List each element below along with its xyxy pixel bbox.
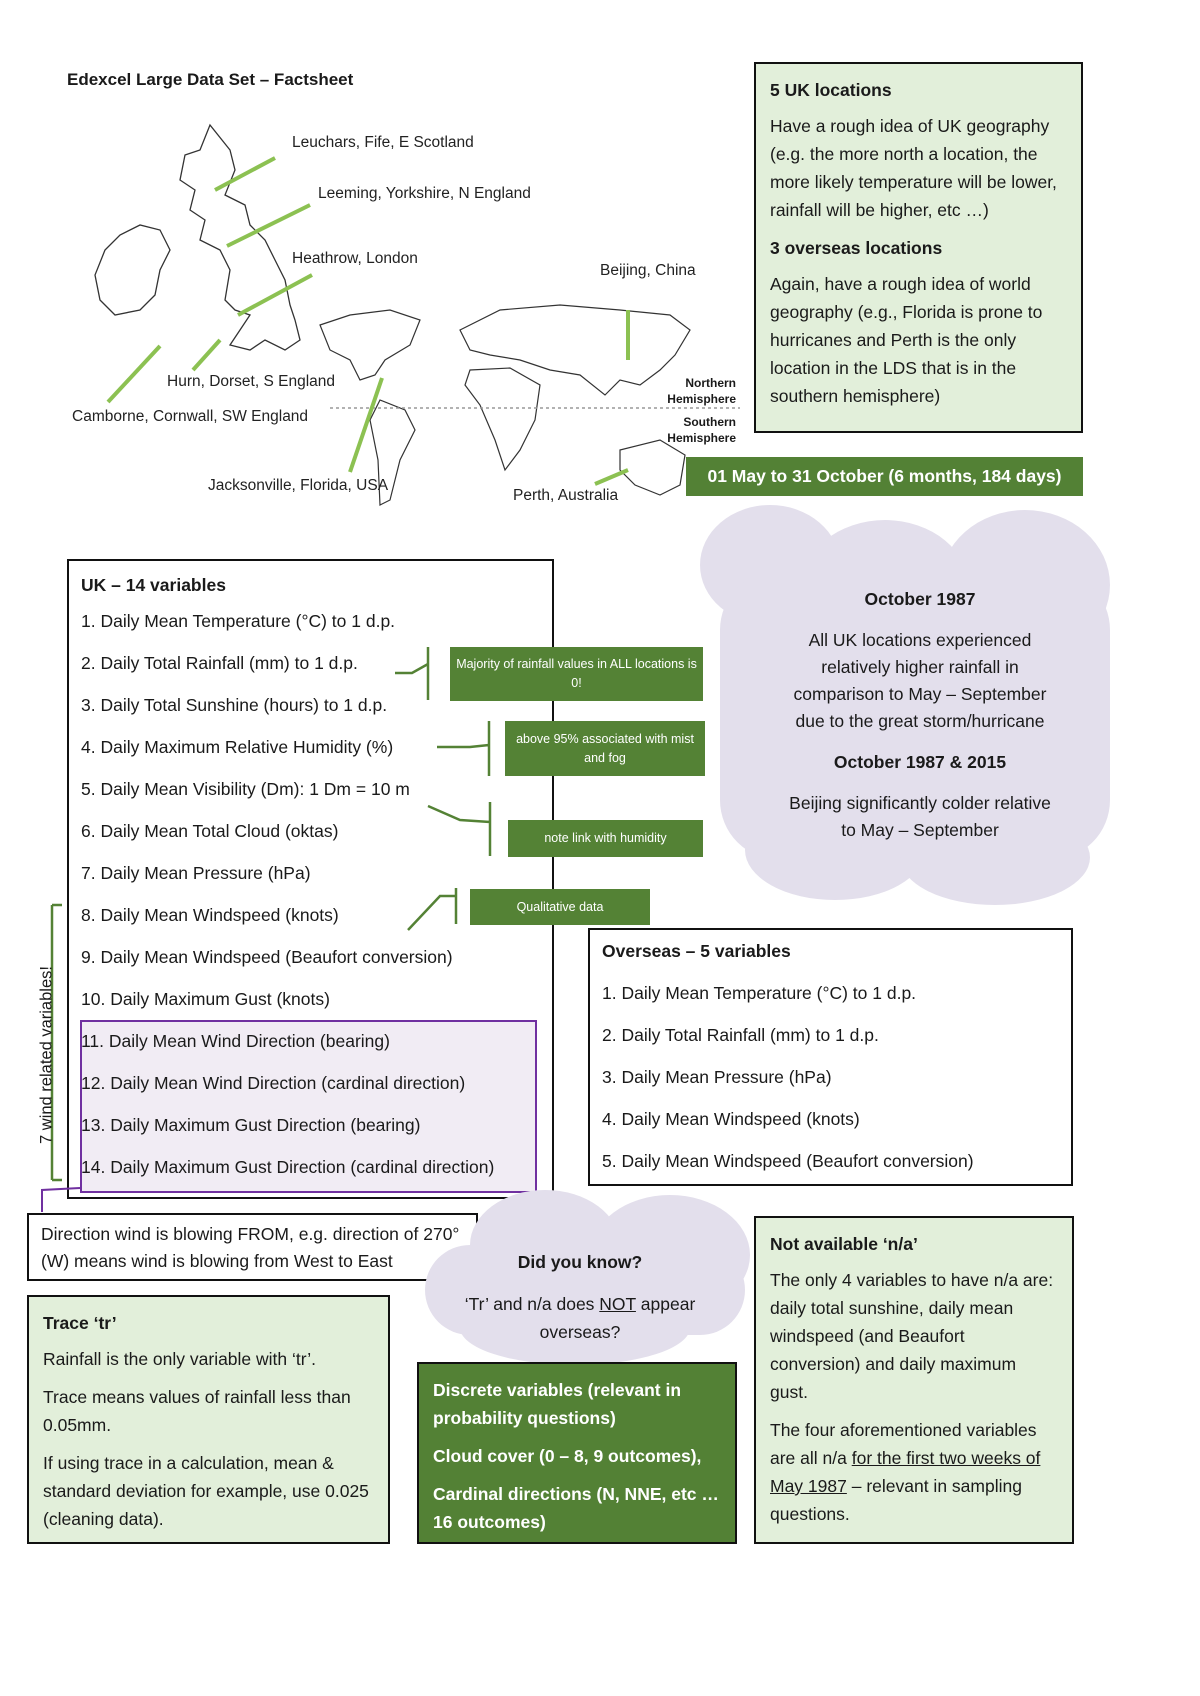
overseas-locations-text: Again, have a rough idea of world geography (e.g., Florida is prone to hurricanes and Perth is the only location in the LDS that is in the southern hemisphere) — [770, 274, 1043, 406]
label-leeming: Leeming, Yorkshire, N England — [318, 185, 531, 202]
humidity-callout: above 95% associated with mist and fog — [505, 721, 705, 776]
label-heathrow: Heathrow, London — [292, 250, 418, 267]
uk-outline — [95, 125, 300, 350]
trace-text-1: Rainfall is the only variable with ‘tr’. — [43, 1349, 316, 1369]
overseas-variable-item: 5. Daily Mean Windspeed (Beaufort conversion) — [602, 1151, 974, 1171]
uk-locations-heading: 5 UK locations — [770, 80, 892, 100]
uk-variable-item: 7. Daily Mean Pressure (hPa) — [81, 863, 311, 883]
qualitative-callout: Qualitative data — [470, 889, 650, 925]
uk-variables-heading: UK – 14 variables — [81, 575, 226, 595]
label-hurn: Hurn, Dorset, S England — [167, 373, 336, 390]
overseas-variable-item: 2. Daily Total Rainfall (mm) to 1 d.p. — [602, 1025, 879, 1045]
label-jacksonville: Jacksonville, Florida, USA — [208, 477, 389, 494]
world-outline — [320, 305, 690, 505]
uk-variable-item: 9. Daily Mean Windspeed (Beaufort conversion) — [81, 947, 453, 967]
uk-variable-item: 2. Daily Total Rainfall (mm) to 1 d.p. — [81, 653, 358, 673]
overseas-variables-box — [588, 928, 1073, 1186]
uk-variable-item: 10. Daily Maximum Gust (knots) — [81, 989, 330, 1009]
oct-1987-heading: October 1987 — [864, 589, 976, 609]
na-text-1: The only 4 variables to have n/a are: daily total sunshine, daily mean windspeed (and Beaufort conversion) and daily maximum gust. — [770, 1270, 1054, 1402]
direction-note-text: Direction wind is blowing FROM, e.g. direction of 270° (W) means wind is blowing from West to East — [41, 1224, 460, 1271]
label-beijing: Beijing, China — [600, 262, 696, 279]
trace-box — [27, 1295, 390, 1544]
uk-variable-item: 13. Daily Maximum Gust Direction (bearing) — [81, 1115, 421, 1135]
oct-1987-2015-heading: October 1987 & 2015 — [833, 752, 1007, 772]
label-northern-hemisphere: Northern Hemisphere — [667, 376, 736, 406]
na-heading: Not available ‘n/a’ — [770, 1234, 918, 1254]
date-range-banner: 01 May to 31 October (6 months, 184 days) — [686, 457, 1083, 496]
trace-text-3: If using trace in a calculation, mean & standard deviation for example, use 0.025 (cleaning data). — [43, 1453, 369, 1529]
na-text-2: The four aforementioned variables are all n/a — [770, 1420, 1037, 1468]
oct-1987-2015-text: Beijing significantly colder relative to May – September — [789, 793, 1051, 840]
trace-text-2: Trace means values of rainfall less than 0.05mm. — [43, 1387, 351, 1435]
direction-note-box — [27, 1213, 478, 1281]
uk-variable-item: 8. Daily Mean Windspeed (knots) — [81, 905, 339, 925]
label-camborne: Camborne, Cornwall, SW England — [72, 408, 309, 425]
rainfall-callout: Majority of rainfall values in ALL locations is 0! — [450, 647, 703, 701]
october-cloud-text — [780, 586, 1060, 844]
did-you-know-emphasis: NOT — [599, 1294, 636, 1314]
page-title: Edexcel Large Data Set – Factsheet — [67, 70, 354, 89]
label-southern-hemisphere: Southern Hemisphere — [667, 415, 736, 445]
did-you-know-text — [440, 1248, 720, 1346]
label-leuchars: Leuchars, Fife, E Scotland — [292, 134, 474, 151]
overseas-variable-item: 1. Daily Mean Temperature (°C) to 1 d.p. — [602, 983, 917, 1003]
uk-variable-item: 12. Daily Mean Wind Direction (cardinal direction) — [81, 1073, 466, 1093]
did-you-know-body: ‘Tr’ and n/a does — [464, 1294, 600, 1314]
pointer-lines — [108, 158, 628, 484]
label-perth: Perth, Australia — [513, 487, 619, 504]
did-you-know-body-end: appear overseas? — [539, 1294, 696, 1342]
uk-variable-item: 11. Daily Mean Wind Direction (bearing) — [81, 1031, 390, 1051]
overseas-variables-heading: Overseas – 5 variables — [602, 941, 791, 961]
uk-variable-item: 6. Daily Mean Total Cloud (oktas) — [81, 821, 339, 841]
did-you-know-heading: Did you know? — [517, 1252, 643, 1272]
wind-variables-label: 7 wind related variables! — [37, 966, 56, 1144]
discrete-text-3: Cardinal directions (N, NNE, etc … 16 outcomes) — [433, 1484, 719, 1532]
overseas-variable-item: 3. Daily Mean Pressure (hPa) — [602, 1067, 832, 1087]
na-text-2-end: – relevant in sampling questions. — [770, 1476, 1022, 1524]
not-available-box — [754, 1216, 1074, 1544]
discrete-text-2: Cloud cover (0 – 8, 9 outcomes), — [433, 1446, 702, 1466]
trace-heading: Trace ‘tr’ — [43, 1313, 117, 1333]
uk-variable-item: 3. Daily Total Sunshine (hours) to 1 d.p. — [81, 695, 388, 715]
uk-locations-text: Have a rough idea of UK geography (e.g. the more north a location, the more likely temperature will be lower, rainfall will be higher, etc …) — [770, 116, 1057, 220]
discrete-text-1: Discrete variables (relevant in probability questions) — [433, 1380, 682, 1428]
discrete-variables-box — [417, 1362, 737, 1544]
uk-variable-item: 5. Daily Mean Visibility (Dm): 1 Dm = 10 m — [81, 779, 410, 799]
overseas-locations-heading: 3 overseas locations — [770, 238, 943, 258]
overseas-variable-item: 4. Daily Mean Windspeed (knots) — [602, 1109, 860, 1129]
na-text-2-underlined: for the first two weeks of May 1987 — [770, 1448, 1041, 1496]
locations-box — [754, 62, 1083, 433]
uk-variables-list — [81, 600, 494, 1188]
uk-variable-item: 4. Daily Maximum Relative Humidity (%) — [81, 737, 394, 757]
visibility-callout: note link with humidity — [508, 820, 703, 857]
oct-1987-text: All UK locations experienced relatively higher rainfall in comparison to May – September due to the great storm/hurricane — [793, 630, 1047, 731]
uk-variable-item: 1. Daily Mean Temperature (°C) to 1 d.p. — [81, 611, 396, 631]
uk-variable-item: 14. Daily Maximum Gust Direction (cardinal direction) — [81, 1157, 495, 1177]
location-map — [60, 110, 750, 520]
